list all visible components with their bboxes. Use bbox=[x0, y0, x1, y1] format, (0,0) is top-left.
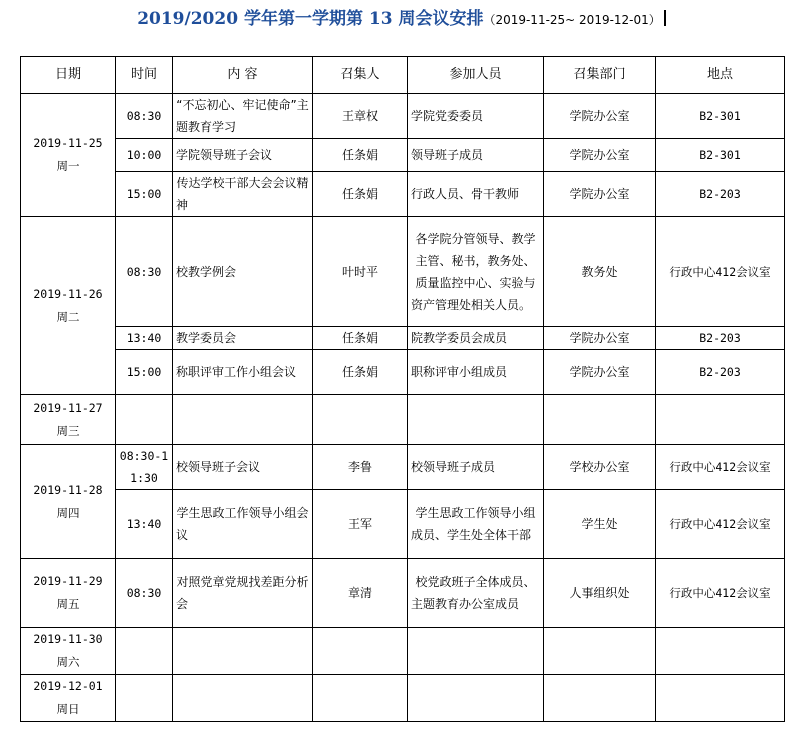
cell-convener: 李鲁 bbox=[313, 445, 408, 490]
cell-attendees bbox=[408, 675, 544, 722]
cell-time: 08:30 bbox=[116, 94, 173, 139]
title-date-range: （2019-11-25~ 2019-12-01） bbox=[483, 13, 661, 27]
table-row bbox=[21, 327, 785, 350]
table-row bbox=[21, 139, 785, 172]
weekday-text: 周三 bbox=[56, 423, 80, 438]
cell-location bbox=[656, 628, 785, 675]
weekday-text: 周五 bbox=[56, 597, 80, 611]
title-main: 2019/2020 学年第一学期第 13 周会议安排 bbox=[137, 9, 484, 29]
weekday-text: 周一 bbox=[56, 159, 80, 173]
weekday-text: 周六 bbox=[56, 655, 80, 669]
cell-date bbox=[21, 445, 116, 559]
cell-location: 行政中心412会议室 bbox=[656, 217, 785, 327]
header-row bbox=[21, 57, 785, 94]
cell-dept: 学院办公室 bbox=[544, 139, 656, 172]
cell-location: 行政中心412会议室 bbox=[656, 559, 785, 628]
table-row bbox=[21, 217, 785, 327]
date-text: 2019-12-01 bbox=[33, 679, 103, 693]
cell-content: 校教学例会 bbox=[173, 217, 313, 327]
cell-content: 对照党章党规找差距分析会 bbox=[173, 559, 313, 628]
cell-location: 行政中心412会议室 bbox=[656, 490, 785, 559]
cell-attendees: 学院党委委员 bbox=[408, 94, 544, 139]
cell-content bbox=[173, 628, 313, 675]
meeting-schedule-table bbox=[20, 56, 785, 722]
cell-location: B2-203 bbox=[656, 327, 785, 350]
weekday-text: 周四 bbox=[56, 505, 80, 520]
cell-convener: 任条娟 bbox=[313, 172, 408, 217]
cell-location: B2-203 bbox=[656, 172, 785, 217]
table-row bbox=[21, 559, 785, 628]
date-text: 2019-11-28 bbox=[33, 482, 103, 497]
table-row bbox=[21, 172, 785, 217]
cell-convener: 任条娟 bbox=[313, 327, 408, 350]
cell-location: 行政中心412会议室 bbox=[656, 445, 785, 490]
header-dept: 召集部门 bbox=[544, 57, 656, 94]
table-row bbox=[21, 395, 785, 445]
cell-dept: 教务处 bbox=[544, 217, 656, 327]
cell-attendees: 各学院分管领导、教学主管、秘书，教务处、质量监控中心、实验与资产管理处相关人员。 bbox=[408, 217, 544, 327]
cell-dept: 学生处 bbox=[544, 490, 656, 559]
cell-convener: 王章权 bbox=[313, 94, 408, 139]
cell-content: 学生思政工作领导小组会议 bbox=[173, 490, 313, 559]
cell-time: 13:40 bbox=[116, 327, 173, 350]
table-row bbox=[21, 94, 785, 139]
cell-location bbox=[656, 395, 785, 445]
cell-location bbox=[656, 675, 785, 722]
cell-date bbox=[21, 94, 116, 217]
weekday-text: 周二 bbox=[56, 309, 80, 324]
cell-content: “不忘初心、牢记使命”主题教育学习 bbox=[173, 94, 313, 139]
date-text: 2019-11-25 bbox=[33, 136, 103, 150]
cell-convener: 章清 bbox=[313, 559, 408, 628]
cell-content bbox=[173, 675, 313, 722]
cell-time: 13:40 bbox=[116, 490, 173, 559]
header-attendees: 参加人员 bbox=[408, 57, 544, 94]
cell-dept bbox=[544, 395, 656, 445]
date-text: 2019-11-30 bbox=[33, 632, 103, 646]
cell-time: 10:00 bbox=[116, 139, 173, 172]
cell-convener bbox=[313, 675, 408, 722]
date-text: 2019-11-27 bbox=[33, 400, 103, 415]
cell-dept bbox=[544, 628, 656, 675]
cell-date bbox=[21, 628, 116, 675]
cell-time: 15:00 bbox=[116, 350, 173, 395]
cell-convener: 任条娟 bbox=[313, 139, 408, 172]
table-row bbox=[21, 350, 785, 395]
cell-attendees: 行政人员、骨干教师 bbox=[408, 172, 544, 217]
cell-dept: 人事组织处 bbox=[544, 559, 656, 628]
cell-convener bbox=[313, 395, 408, 445]
cell-attendees: 领导班子成员 bbox=[408, 139, 544, 172]
cell-content: 学院领导班子会议 bbox=[173, 139, 313, 172]
header-time: 时间 bbox=[116, 57, 173, 94]
cell-content: 校领导班子会议 bbox=[173, 445, 313, 490]
cell-time: 08:30 bbox=[116, 217, 173, 327]
cell-attendees bbox=[408, 395, 544, 445]
cell-location: B2-203 bbox=[656, 350, 785, 395]
cell-dept bbox=[544, 675, 656, 722]
table-row bbox=[21, 490, 785, 559]
cell-time: 08:30 bbox=[116, 559, 173, 628]
table-row bbox=[21, 675, 785, 722]
cell-dept: 学院办公室 bbox=[544, 172, 656, 217]
cell-date bbox=[21, 675, 116, 722]
cell-date bbox=[21, 217, 116, 395]
cell-content: 教学委员会 bbox=[173, 327, 313, 350]
header-location: 地点 bbox=[656, 57, 785, 94]
text-cursor bbox=[664, 10, 666, 26]
header-content: 内 容 bbox=[173, 57, 313, 94]
cell-convener: 叶时平 bbox=[313, 217, 408, 327]
cell-time bbox=[116, 395, 173, 445]
schedule-body bbox=[21, 94, 785, 722]
header-convener: 召集人 bbox=[313, 57, 408, 94]
cell-dept: 学院办公室 bbox=[544, 94, 656, 139]
table-row bbox=[21, 445, 785, 490]
cell-dept: 学院办公室 bbox=[544, 350, 656, 395]
cell-content: 称职评审工作小组会议 bbox=[173, 350, 313, 395]
header-date: 日期 bbox=[21, 57, 116, 94]
cell-dept: 学校办公室 bbox=[544, 445, 656, 490]
date-text: 2019-11-26 bbox=[33, 286, 103, 301]
cell-dept: 学院办公室 bbox=[544, 327, 656, 350]
cell-location: B2-301 bbox=[656, 94, 785, 139]
cell-attendees: 职称评审小组成员 bbox=[408, 350, 544, 395]
cell-date bbox=[21, 395, 116, 445]
cell-time: 15:00 bbox=[116, 172, 173, 217]
cell-attendees: 院教学委员会成员 bbox=[408, 327, 544, 350]
cell-convener bbox=[313, 628, 408, 675]
cell-attendees: 校领导班子成员 bbox=[408, 445, 544, 490]
page-title bbox=[0, 4, 803, 29]
table-row bbox=[21, 628, 785, 675]
cell-convener: 任条娟 bbox=[313, 350, 408, 395]
cell-content: 传达学校干部大会会议精神 bbox=[173, 172, 313, 217]
cell-time bbox=[116, 628, 173, 675]
cell-attendees: 校党政班子全体成员、主题教育办公室成员 bbox=[408, 559, 544, 628]
cell-convener: 王军 bbox=[313, 490, 408, 559]
cell-date bbox=[21, 559, 116, 628]
cell-attendees bbox=[408, 628, 544, 675]
weekday-text: 周日 bbox=[56, 702, 80, 716]
cell-content bbox=[173, 395, 313, 445]
cell-location: B2-301 bbox=[656, 139, 785, 172]
cell-attendees: 学生思政工作领导小组成员、学生处全体干部 bbox=[408, 490, 544, 559]
cell-time bbox=[116, 675, 173, 722]
cell-time: 08:30-11:30 bbox=[116, 445, 173, 490]
date-text: 2019-11-29 bbox=[33, 574, 103, 588]
